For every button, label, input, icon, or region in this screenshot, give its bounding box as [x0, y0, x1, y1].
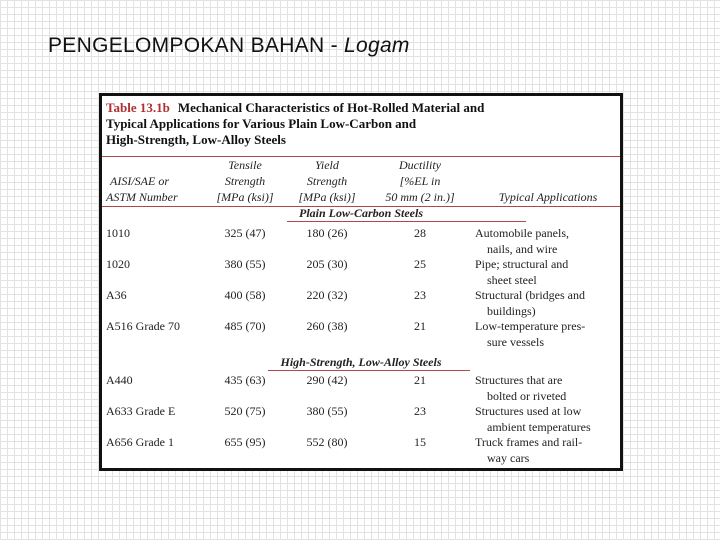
cell-application: [475, 372, 566, 404]
cell-application: [475, 256, 568, 288]
cell-yield: 380 (55): [306, 404, 348, 418]
group-rule: [268, 370, 470, 371]
header-tensile-1: Tensile: [228, 158, 262, 172]
app-line-2: buildings): [487, 304, 536, 318]
cell-designation: A633 Grade E: [106, 404, 176, 418]
cell-ductility: 15: [414, 435, 426, 449]
header-applications: Typical Applications: [498, 190, 598, 204]
app-line-1: Automobile panels,: [475, 226, 569, 240]
header-yield-3: [MPa (ksi)]: [298, 190, 356, 204]
app-line-1: Pipe; structural and: [475, 257, 569, 271]
cell-designation: 1020: [106, 257, 130, 271]
cell-ductility: 21: [414, 373, 426, 387]
cell-ductility: 21: [414, 319, 426, 333]
header-yield-1: Yield: [315, 158, 339, 172]
app-line-1: Structures that are: [475, 373, 563, 387]
header-designation-2: ASTM Number: [106, 190, 178, 204]
cell-tensile: 400 (58): [224, 288, 266, 302]
header-designation-1: AISI/SAE or: [110, 174, 169, 188]
caption-line-2: Typical Applications for Various Plain Low-Carbon and: [106, 116, 417, 131]
app-line-2: sure vessels: [487, 335, 544, 349]
cell-application: [475, 287, 585, 319]
cell-tensile: 520 (75): [224, 404, 266, 418]
app-line-2: ambient temperatures: [487, 420, 591, 434]
cell-tensile: 380 (55): [224, 257, 266, 271]
cell-application: [475, 225, 569, 257]
cell-yield: 290 (42): [306, 373, 348, 387]
slide-title-main: PENGELOMPOKAN BAHAN -: [48, 34, 344, 57]
app-line-2: sheet steel: [487, 273, 537, 287]
header-ductility-2: [%EL in: [399, 174, 441, 188]
group-heading-plain-low-carbon: Plain Low-Carbon Steels: [298, 206, 423, 220]
cell-ductility: 28: [414, 226, 426, 240]
slide-title-italic: Logam: [344, 34, 410, 57]
cell-application: [475, 434, 582, 466]
cell-designation: A36: [106, 288, 127, 302]
cell-ductility: 25: [414, 257, 426, 271]
cell-ductility: 23: [414, 404, 426, 418]
cell-tensile: 435 (63): [224, 373, 266, 387]
cell-yield: 205 (30): [306, 257, 348, 271]
table-label: Table 13.1b: [106, 100, 170, 115]
cell-application: [475, 403, 591, 435]
app-line-1: Low-temperature pres-: [475, 319, 586, 333]
cell-tensile: 485 (70): [224, 319, 266, 333]
cell-yield: 180 (26): [306, 226, 348, 240]
header-tensile-2: Strength: [224, 174, 266, 188]
cell-designation: A656 Grade 1: [106, 435, 174, 449]
header-yield-2: Strength: [306, 174, 348, 188]
cell-designation: 1010: [106, 226, 130, 240]
caption-line-1: Mechanical Characteristics of Hot-Rolled Material and: [177, 100, 485, 115]
app-line-1: Structures used at low: [475, 404, 582, 418]
app-line-2: nails, and wire: [487, 242, 558, 256]
app-line-2: bolted or riveted: [487, 389, 567, 403]
header-ductility-1: Ductility: [399, 158, 441, 172]
cell-designation: A440: [106, 373, 133, 387]
group-rule: [287, 221, 526, 222]
app-line-1: Truck frames and rail-: [475, 435, 583, 449]
cell-yield: 552 (80): [306, 435, 348, 449]
app-line-1: Structural (bridges and: [475, 288, 585, 302]
cell-tensile: 325 (47): [224, 226, 266, 240]
cell-yield: 220 (32): [306, 288, 348, 302]
cell-ductility: 23: [414, 288, 426, 302]
table-caption: [106, 100, 616, 148]
app-line-2: way cars: [487, 451, 530, 465]
caption-line-3: High-Strength, Low-Alloy Steels: [106, 132, 286, 147]
cell-designation: A516 Grade 70: [106, 319, 180, 333]
cell-yield: 260 (38): [306, 319, 348, 333]
slide-title: [48, 34, 410, 58]
cell-tensile: 655 (95): [224, 435, 266, 449]
header-tensile-3: [MPa (ksi)]: [216, 190, 274, 204]
cell-application: [475, 318, 585, 350]
group-heading-hsla: High-Strength, Low-Alloy Steels: [280, 355, 442, 369]
table-image: [99, 93, 623, 471]
header-ductility-3: 50 mm (2 in.)]: [385, 190, 455, 204]
